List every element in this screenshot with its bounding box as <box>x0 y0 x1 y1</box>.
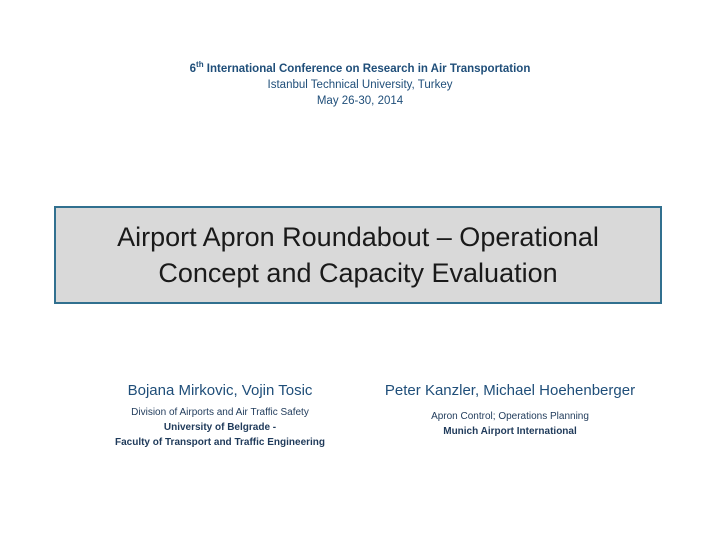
conference-venue: Istanbul Technical University, Turkey <box>267 79 453 91</box>
author-names-right: Peter Kanzler, Michael Hoehenberger <box>384 382 636 399</box>
conference-ordinal: 6 <box>189 63 197 75</box>
affiliation-dept-right: Apron Control; Operations Planning <box>431 411 589 422</box>
author-names-left: Bojana Mirkovic, Vojin Tosic <box>127 382 313 399</box>
title-line-1: Airport Apron Roundabout – Operational <box>117 222 599 252</box>
conference-header <box>0 61 720 109</box>
affiliation-faculty-left: Faculty of Transport and Traffic Engineering <box>114 437 326 448</box>
slide-title <box>117 219 599 291</box>
conference-ordinal-suffix: th <box>196 60 204 70</box>
affiliation-org-right: Munich Airport International <box>443 426 577 437</box>
affiliation-dept-left: Division of Airports and Air Traffic Safety <box>131 407 309 418</box>
affiliation-university-left: University of Belgrade - <box>163 422 277 433</box>
conference-name <box>0 61 720 77</box>
authors-right <box>360 381 660 439</box>
conference-dates: May 26-30, 2014 <box>316 95 404 107</box>
title-box <box>54 206 662 304</box>
title-line-2: Concept and Capacity Evaluation <box>158 258 558 288</box>
authors-left <box>80 381 360 450</box>
conference-title: International Conference on Research in Air Transportation <box>203 63 531 75</box>
